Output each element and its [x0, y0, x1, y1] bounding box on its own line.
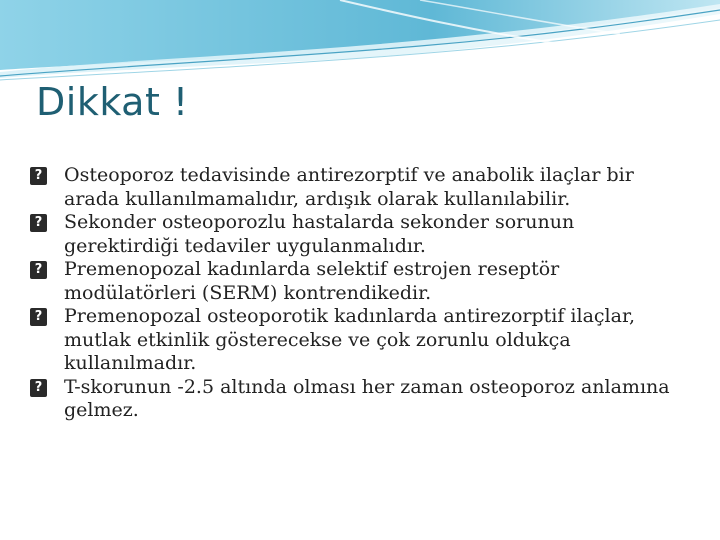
- bullet-item-4: [30, 305, 670, 376]
- bullet-text-continued: gerektirdiği tedaviler uygulanmalıdır.: [64, 234, 426, 257]
- slide-title: Dikkat !: [36, 80, 189, 124]
- header-wave-decoration: [0, 0, 720, 90]
- bullet-icon: ?: [30, 308, 47, 326]
- bullet-text: Premenopozal kadınlarda selektif estrojen reseptör: [64, 258, 560, 280]
- bullet-icon: ?: [30, 379, 47, 397]
- bullet-icon: ?: [30, 261, 47, 279]
- bullet-icon: ?: [30, 214, 47, 232]
- bullet-icon: ?: [30, 167, 47, 185]
- bullet-item-1: [30, 164, 670, 211]
- bullet-text-continued: bir arada kullanılmamalıdır, ardışık olarak kullanılabilir.: [64, 164, 634, 210]
- bullet-text: Sekonder osteoporozlu hastalarda sekonder sorunun: [64, 211, 575, 233]
- bullet-text-continued: anlamına gelmez.: [64, 375, 670, 421]
- bullet-list: [30, 164, 670, 423]
- bullet-text: T-skorunun -2.5 altında olması her zaman osteoporoz: [64, 375, 575, 398]
- bullet-text: Osteoporoz tedavisinde antirezorptif ve anabolik ilaçlar: [64, 164, 601, 186]
- bullet-text: Premenopozal osteoporotik kadınlarda antirezorptif: [64, 305, 565, 327]
- bullet-item-3: [30, 258, 670, 305]
- bullet-item-5: [30, 376, 670, 423]
- bullet-text-continued: modülatörleri (SERM) kontrendikedir.: [64, 281, 432, 304]
- bullet-text-continued: ilaçlar, mutlak etkinlik gösterecekse ve çok zorunlu oldukça kullanılmadır.: [64, 305, 635, 374]
- bullet-item-2: [30, 211, 670, 258]
